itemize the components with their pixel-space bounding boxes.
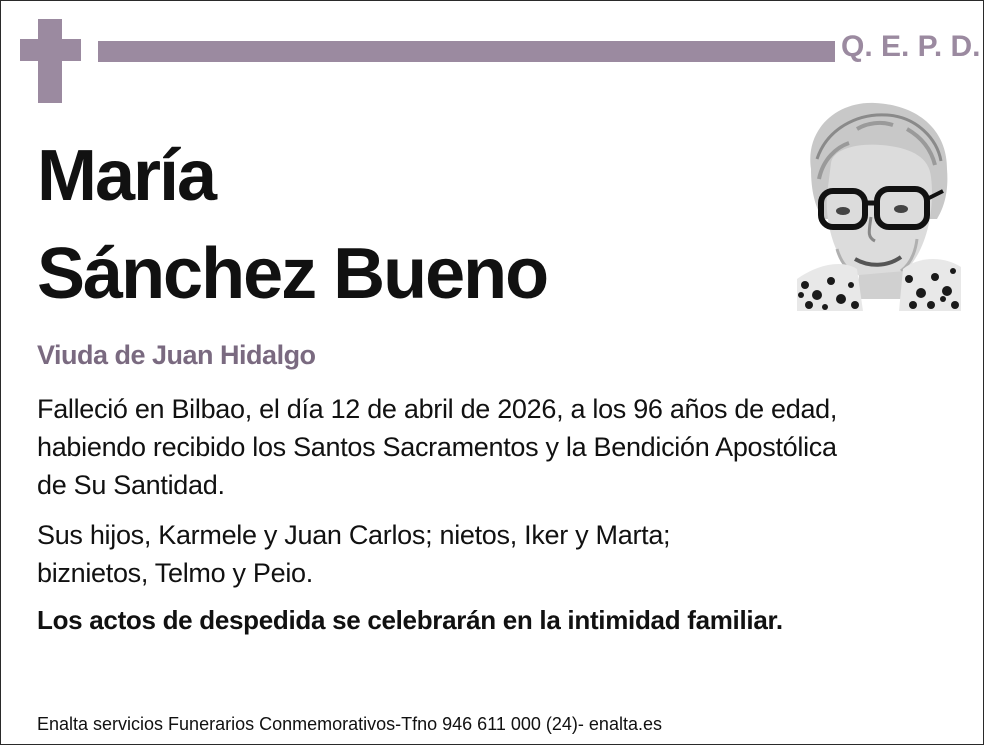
qepd-label: Q. E. P. D.	[841, 30, 981, 63]
funeral-home-footer: Enalta servicios Funerarios Conmemorativos-Tfno 946 611 000 (24)- enalta.es	[37, 714, 662, 734]
portrait-photo	[797, 99, 961, 311]
family-line: biznietos, Telmo y Peio.	[37, 558, 313, 588]
death-line: Falleció en Bilbao, el día 12 de abril de 2026, a los 96 años de edad,	[37, 394, 838, 424]
family-paragraph	[37, 516, 797, 592]
death-line: de Su Santidad.	[37, 470, 225, 500]
death-line: habiendo recibido los Santos Sacramentos y la Bendición Apostólica	[37, 432, 837, 462]
deceased-surnames: Sánchez Bueno	[37, 234, 548, 314]
family-line: Sus hijos, Karmele y Juan Carlos; nietos, Iker y Marta;	[37, 520, 671, 550]
ceremony-notice: Los actos de despedida se celebrarán en la intimidad familiar.	[37, 605, 783, 635]
cross-icon-bar	[20, 39, 81, 61]
cross-icon	[38, 19, 62, 103]
deceased-first-name: María	[37, 136, 216, 216]
death-notice-paragraph	[37, 390, 917, 504]
header-rule	[98, 41, 835, 62]
relation-subtitle: Viuda de Juan Hidalgo	[37, 340, 316, 370]
